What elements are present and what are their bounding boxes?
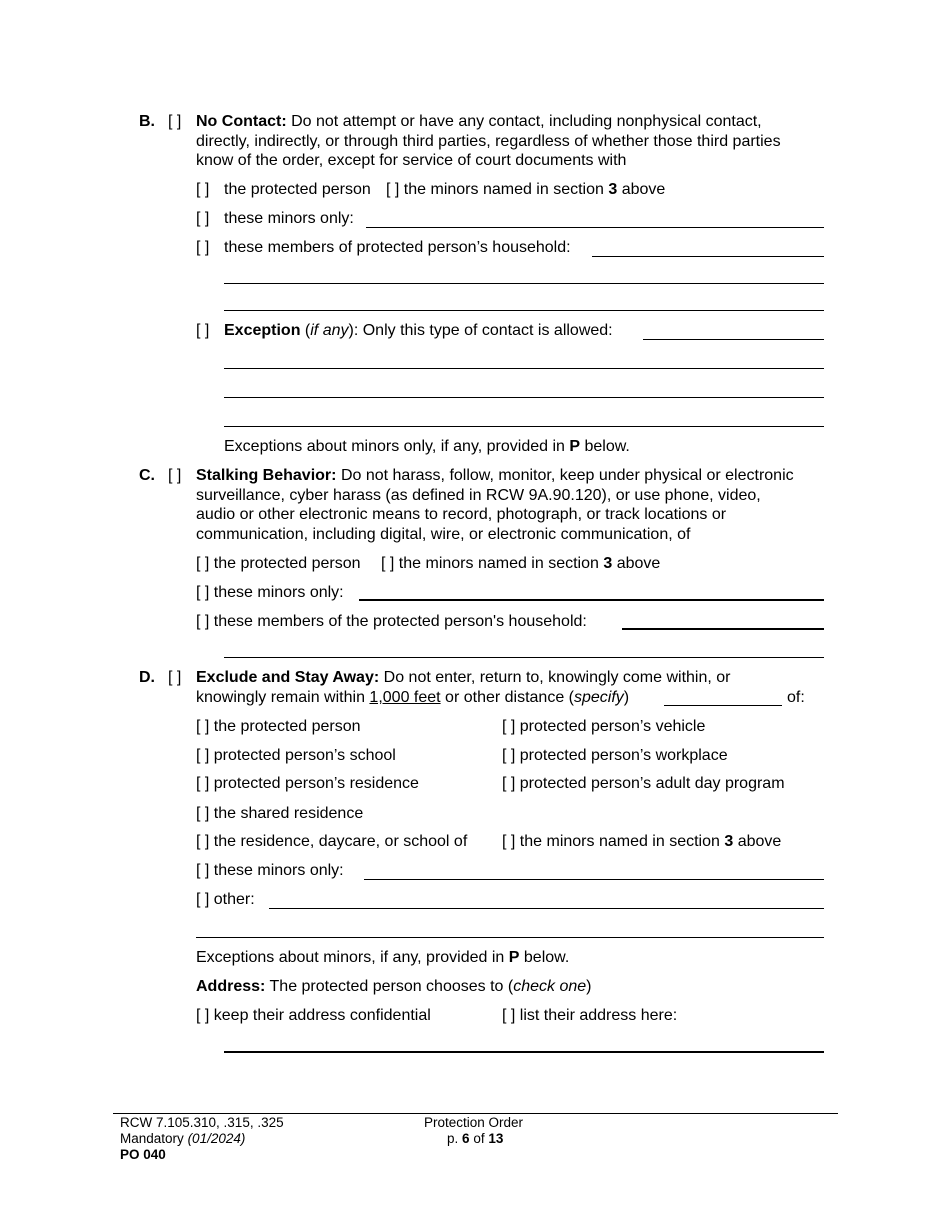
section-b-opt-these-minors-label: these minors only: [224, 210, 354, 227]
section-b-exception-field-2[interactable] [224, 368, 824, 369]
section-b-exception-field[interactable] [643, 339, 824, 340]
footer-mandatory: Mandatory (01/2024) [120, 1131, 246, 1146]
footer-form-number: PO 040 [120, 1147, 166, 1162]
section-b-line3: know of the order, except for service of court documents with [196, 152, 627, 169]
section-b-letter: B. [139, 113, 155, 130]
section-b-exception-checkbox[interactable]: [ ] [196, 322, 210, 339]
section-d-address-confidential[interactable]: [ ] keep their address confidential [196, 1007, 431, 1024]
section-d-address-prompt: Address: The protected person chooses to (check one) [196, 978, 592, 995]
section-c-opt-these-minors[interactable]: [ ] these minors only: [196, 584, 344, 601]
section-d-opt-workplace[interactable]: [ ] protected person’s workplace [502, 747, 728, 764]
section-d-opt-vehicle[interactable]: [ ] protected person’s vehicle [502, 718, 706, 735]
section-d-title: Exclude and Stay Away: [196, 669, 380, 686]
section-b-line1: No Contact: Do not attempt or have any contact, including nonphysical contact, [196, 113, 762, 130]
section-d-checkbox[interactable]: [ ] [168, 669, 182, 686]
section-d-opt-other[interactable]: [ ] other: [196, 891, 255, 908]
section-b-household-field-2[interactable] [224, 283, 824, 284]
section-d-letter: D. [139, 669, 155, 686]
section-d-other-field[interactable] [269, 908, 824, 909]
section-c-line3: audio or other electronic means to record, photograph, or track locations or [196, 506, 727, 523]
section-b-opt-household-label: these members of protected person’s household: [224, 239, 571, 256]
section-d-opt-adult-day[interactable]: [ ] protected person’s adult day program [502, 775, 785, 792]
section-c-title: Stalking Behavior: [196, 467, 337, 484]
section-c-minors-field[interactable] [359, 599, 824, 601]
section-d-other-field-2[interactable] [196, 937, 824, 938]
section-c-household-field-2[interactable] [224, 657, 824, 658]
section-b-opt-protected-label: the protected person [224, 181, 371, 198]
section-d-opt-minors3[interactable]: [ ] the minors named in section 3 above [502, 833, 782, 850]
section-d-opt-these-minors[interactable]: [ ] these minors only: [196, 862, 344, 879]
section-d-opt-residence-daycare[interactable]: [ ] the residence, daycare, or school of [196, 833, 468, 850]
section-b-checkbox[interactable]: [ ] [168, 113, 182, 130]
section-d-address-list[interactable]: [ ] list their address here: [502, 1007, 678, 1024]
section-b-title: No Contact: [196, 113, 287, 130]
section-c-opt-household[interactable]: [ ] these members of the protected person's household: [196, 613, 587, 630]
footer-page-number: p. 6 of 13 [447, 1131, 504, 1146]
section-c-letter: C. [139, 467, 155, 484]
footer-divider [113, 1113, 838, 1114]
section-b-minors-exceptions-note: Exceptions about minors only, if any, provided in P below. [224, 438, 630, 455]
section-c-checkbox[interactable]: [ ] [168, 467, 182, 484]
section-b-household-field-3[interactable] [224, 310, 824, 311]
section-c-line4: communication, including digital, wire, or electronic communication, of [196, 526, 691, 543]
section-d-line2: knowingly remain within 1,000 feet or other distance (specify) [196, 689, 630, 706]
section-d-address-field[interactable] [224, 1051, 824, 1053]
section-d-minors-field[interactable] [364, 879, 824, 880]
section-b-opt-minors3[interactable]: [ ] the minors named in section 3 above [386, 181, 666, 198]
section-d-minors-exceptions-note: Exceptions about minors, if any, provided in P below. [196, 949, 570, 966]
section-b-household-field[interactable] [592, 256, 824, 257]
section-d-opt-school[interactable]: [ ] protected person’s school [196, 747, 396, 764]
section-b-opt-protected-checkbox[interactable]: [ ] [196, 181, 210, 198]
section-b-exception-field-3[interactable] [224, 397, 824, 398]
footer-title: Protection Order [424, 1115, 524, 1130]
section-d-default-distance: 1,000 feet [369, 689, 441, 706]
section-c-line1: Stalking Behavior: Do not harass, follow, monitor, keep under physical or electronic [196, 467, 794, 484]
section-b-minors-field[interactable] [366, 227, 824, 228]
section-d-opt-shared-residence[interactable]: [ ] the shared residence [196, 805, 364, 822]
section-c-opt-protected[interactable]: [ ] the protected person [196, 555, 361, 572]
section-d-opt-protected[interactable]: [ ] the protected person [196, 718, 361, 735]
section-d-opt-residence[interactable]: [ ] protected person’s residence [196, 775, 419, 792]
section-b-opt-household-checkbox[interactable]: [ ] [196, 239, 210, 256]
section-d-of-label: of: [787, 689, 805, 706]
section-d-line1: Exclude and Stay Away: Do not enter, return to, knowingly come within, or [196, 669, 731, 686]
section-d-distance-field[interactable] [664, 705, 782, 706]
section-c-line2: surveillance, cyber harass (as defined in RCW 9A.90.120), or use phone, video, [196, 487, 761, 504]
section-c-household-field[interactable] [622, 628, 824, 630]
section-b-exception-label: Exception (if any): Only this type of contact is allowed: [224, 322, 613, 339]
footer-rcw: RCW 7.105.310, .315, .325 [120, 1115, 284, 1130]
section-b-exception-field-4[interactable] [224, 426, 824, 427]
section-b-line2: directly, indirectly, or through third parties, regardless of whether those third parties [196, 133, 781, 150]
section-c-opt-minors3[interactable]: [ ] the minors named in section 3 above [381, 555, 661, 572]
section-b-opt-these-minors-checkbox[interactable]: [ ] [196, 210, 210, 227]
